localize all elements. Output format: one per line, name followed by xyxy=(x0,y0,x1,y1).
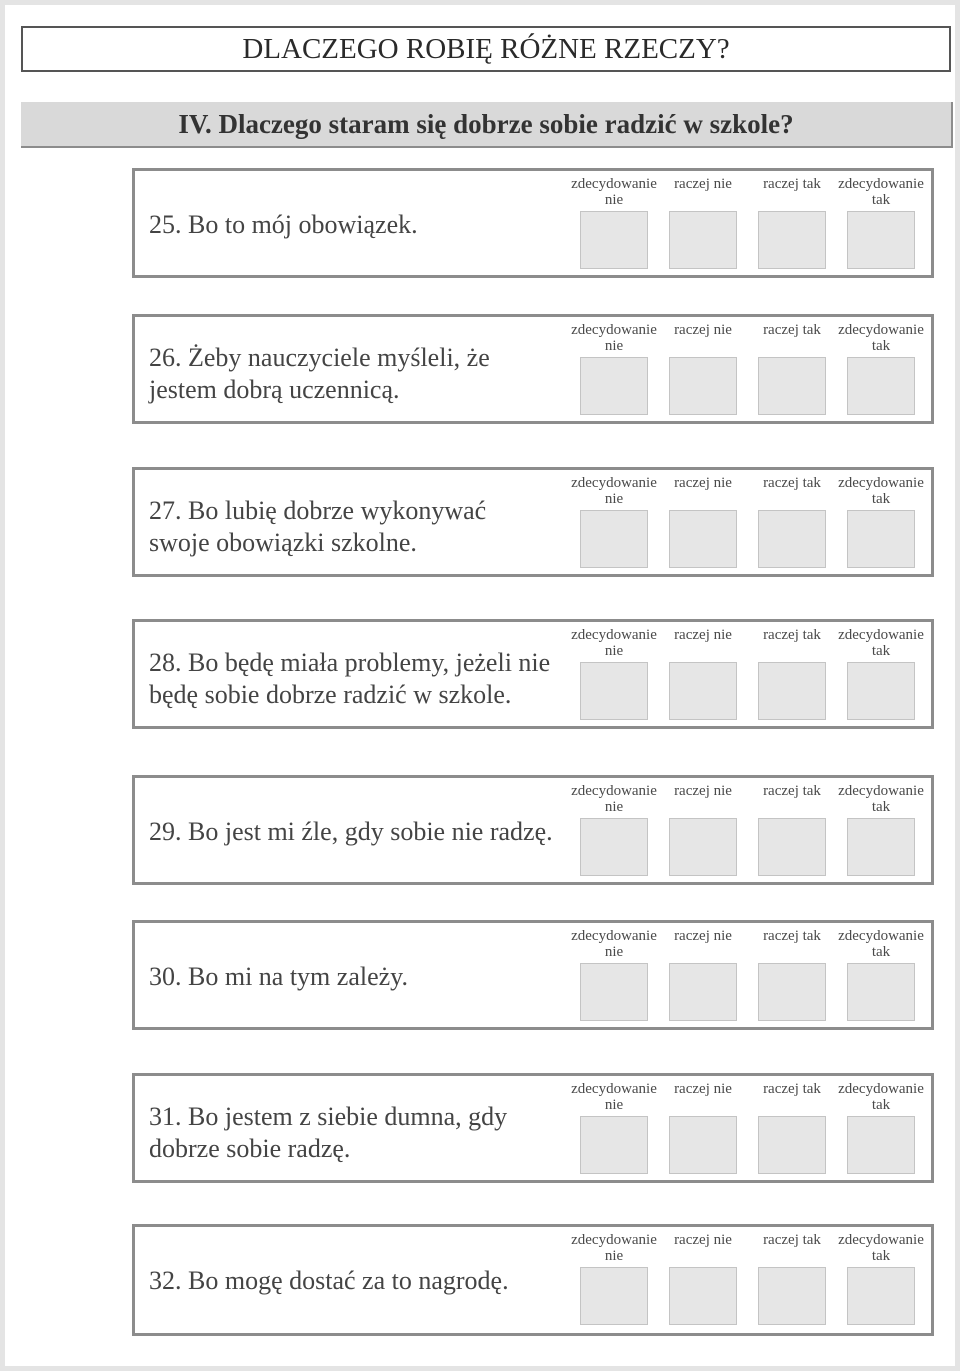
option-label xyxy=(653,928,753,944)
answer-checkbox[interactable] xyxy=(669,510,737,568)
answer-checkbox[interactable] xyxy=(580,1116,648,1174)
question-line: 25. Bo to mój obowiązek. xyxy=(149,210,418,239)
option-label-line: nie xyxy=(604,338,624,354)
option-label-line: raczej tak xyxy=(763,322,821,338)
answer-checkbox[interactable] xyxy=(669,357,737,415)
option-label xyxy=(831,475,931,507)
option-label xyxy=(742,176,842,192)
answer-checkbox[interactable] xyxy=(847,818,915,876)
question-block xyxy=(132,467,934,577)
answer-checkbox[interactable] xyxy=(847,357,915,415)
answer-checkbox[interactable] xyxy=(758,818,826,876)
option-label-line: nie xyxy=(604,643,624,659)
option-label xyxy=(831,627,931,659)
question-line: będę sobie dobrze radzić w szkole. xyxy=(149,680,512,709)
option-label-line: raczej tak xyxy=(763,475,821,491)
option-label-line: zdecydowanie xyxy=(571,322,657,338)
answer-checkbox[interactable] xyxy=(758,1116,826,1174)
question-text xyxy=(149,647,559,711)
option-label-line: zdecydowanie xyxy=(838,1081,924,1097)
option-label-line: tak xyxy=(871,1248,891,1264)
option-label-line: nie xyxy=(604,1097,624,1113)
option-label xyxy=(564,322,664,354)
answer-checkbox[interactable] xyxy=(758,357,826,415)
option-label xyxy=(653,475,753,491)
answer-checkbox[interactable] xyxy=(669,1267,737,1325)
option-label-line: tak xyxy=(871,944,891,960)
question-text xyxy=(149,1265,559,1297)
option-label-line: nie xyxy=(604,799,624,815)
answer-checkbox[interactable] xyxy=(669,963,737,1021)
option-label-line: zdecydowanie xyxy=(571,627,657,643)
option-label-line: raczej nie xyxy=(674,1081,732,1097)
option-label xyxy=(742,1081,842,1097)
option-label xyxy=(831,176,931,208)
answer-checkbox[interactable] xyxy=(580,662,648,720)
question-block xyxy=(132,1224,934,1336)
option-label-line: raczej nie xyxy=(674,627,732,643)
answer-checkbox[interactable] xyxy=(758,510,826,568)
option-label-line: raczej nie xyxy=(674,475,732,491)
option-label xyxy=(564,176,664,208)
question-line: dobrze sobie radzę. xyxy=(149,1134,351,1163)
question-line: 31. Bo jestem z siebie dumna, gdy xyxy=(149,1102,508,1131)
option-label-line: raczej nie xyxy=(674,928,732,944)
option-label-line: tak xyxy=(871,643,891,659)
answer-checkbox[interactable] xyxy=(758,662,826,720)
question-text xyxy=(149,209,559,241)
question-line: 32. Bo mogę dostać za to nagrodę. xyxy=(149,1266,509,1295)
answer-checkbox[interactable] xyxy=(580,963,648,1021)
answer-checkbox[interactable] xyxy=(847,211,915,269)
question-block xyxy=(132,619,934,729)
option-label xyxy=(831,928,931,960)
answer-checkbox[interactable] xyxy=(758,211,826,269)
answer-checkbox[interactable] xyxy=(580,211,648,269)
option-label-line: raczej tak xyxy=(763,627,821,643)
option-label xyxy=(564,627,664,659)
question-block xyxy=(132,314,934,424)
option-label-line: raczej tak xyxy=(763,928,821,944)
option-label xyxy=(742,783,842,799)
question-line: 27. Bo lubię dobrze wykonywać xyxy=(149,496,487,525)
option-label-line: raczej tak xyxy=(763,1232,821,1248)
question-block xyxy=(132,1073,934,1183)
answer-checkbox[interactable] xyxy=(580,818,648,876)
option-label-line: zdecydowanie xyxy=(838,783,924,799)
option-label xyxy=(653,783,753,799)
section-heading: IV. Dlaczego staram się dobrze sobie radzić w szkole? xyxy=(21,102,953,148)
option-label xyxy=(831,322,931,354)
answer-checkbox[interactable] xyxy=(580,357,648,415)
option-label xyxy=(564,928,664,960)
option-label-line: zdecydowanie xyxy=(838,928,924,944)
option-label-line: zdecydowanie xyxy=(838,322,924,338)
question-text xyxy=(149,495,559,559)
option-label xyxy=(742,475,842,491)
question-line: 30. Bo mi na tym zależy. xyxy=(149,962,408,991)
option-label xyxy=(653,322,753,338)
option-label xyxy=(831,1232,931,1264)
option-label xyxy=(564,475,664,507)
answer-checkbox[interactable] xyxy=(580,1267,648,1325)
option-label xyxy=(831,1081,931,1113)
answer-checkbox[interactable] xyxy=(669,662,737,720)
option-label-line: tak xyxy=(871,192,891,208)
answer-checkbox[interactable] xyxy=(669,211,737,269)
option-label-line: tak xyxy=(871,491,891,507)
answer-checkbox[interactable] xyxy=(847,662,915,720)
option-label xyxy=(653,1232,753,1248)
option-label-line: raczej tak xyxy=(763,1081,821,1097)
option-label-line: zdecydowanie xyxy=(571,475,657,491)
answer-checkbox[interactable] xyxy=(669,1116,737,1174)
option-label-line: raczej nie xyxy=(674,783,732,799)
option-label xyxy=(564,1081,664,1113)
option-label-line: nie xyxy=(604,491,624,507)
answer-checkbox[interactable] xyxy=(847,963,915,1021)
question-text xyxy=(149,1101,559,1165)
page-title: DLACZEGO ROBIĘ RÓŻNE RZECZY? xyxy=(21,26,951,72)
question-line: swoje obowiązki szkolne. xyxy=(149,528,417,557)
option-label-line: zdecydowanie xyxy=(571,176,657,192)
option-label-line: raczej nie xyxy=(674,176,732,192)
question-line: 26. Żeby nauczyciele myśleli, że xyxy=(149,343,490,372)
question-block xyxy=(132,775,934,885)
option-label-line: zdecydowanie xyxy=(571,1081,657,1097)
option-label xyxy=(742,1232,842,1248)
option-label xyxy=(653,1081,753,1097)
option-label xyxy=(653,627,753,643)
answer-checkbox[interactable] xyxy=(847,510,915,568)
question-text xyxy=(149,961,559,993)
answer-checkbox[interactable] xyxy=(669,818,737,876)
question-line: 28. Bo będę miała problemy, jeżeli nie xyxy=(149,648,551,677)
question-text xyxy=(149,816,559,848)
option-label-line: tak xyxy=(871,1097,891,1113)
option-label xyxy=(742,928,842,944)
option-label xyxy=(653,176,753,192)
question-text xyxy=(149,342,559,406)
question-line: jestem dobrą uczennicą. xyxy=(149,375,400,404)
option-label xyxy=(564,1232,664,1264)
option-label-line: raczej tak xyxy=(763,783,821,799)
option-label-line: tak xyxy=(871,338,891,354)
option-label-line: zdecydowanie xyxy=(838,475,924,491)
answer-checkbox[interactable] xyxy=(758,1267,826,1325)
option-label-line: zdecydowanie xyxy=(571,783,657,799)
option-label-line: zdecydowanie xyxy=(571,928,657,944)
option-label-line: zdecydowanie xyxy=(838,176,924,192)
option-label xyxy=(742,322,842,338)
option-label xyxy=(831,783,931,815)
answer-checkbox[interactable] xyxy=(847,1267,915,1325)
answer-checkbox[interactable] xyxy=(580,510,648,568)
question-block xyxy=(132,168,934,278)
option-label-line: zdecydowanie xyxy=(838,627,924,643)
option-label-line: tak xyxy=(871,799,891,815)
option-label-line: nie xyxy=(604,1248,624,1264)
option-label-line: raczej nie xyxy=(674,1232,732,1248)
question-line: 29. Bo jest mi źle, gdy sobie nie radzę. xyxy=(149,817,553,846)
answer-checkbox[interactable] xyxy=(847,1116,915,1174)
answer-checkbox[interactable] xyxy=(758,963,826,1021)
option-label xyxy=(564,783,664,815)
option-label xyxy=(742,627,842,643)
option-label-line: raczej tak xyxy=(763,176,821,192)
option-label-line: zdecydowanie xyxy=(838,1232,924,1248)
option-label-line: nie xyxy=(604,944,624,960)
option-label-line: raczej nie xyxy=(674,322,732,338)
question-block xyxy=(132,920,934,1030)
option-label-line: zdecydowanie xyxy=(571,1232,657,1248)
option-label-line: nie xyxy=(604,192,624,208)
